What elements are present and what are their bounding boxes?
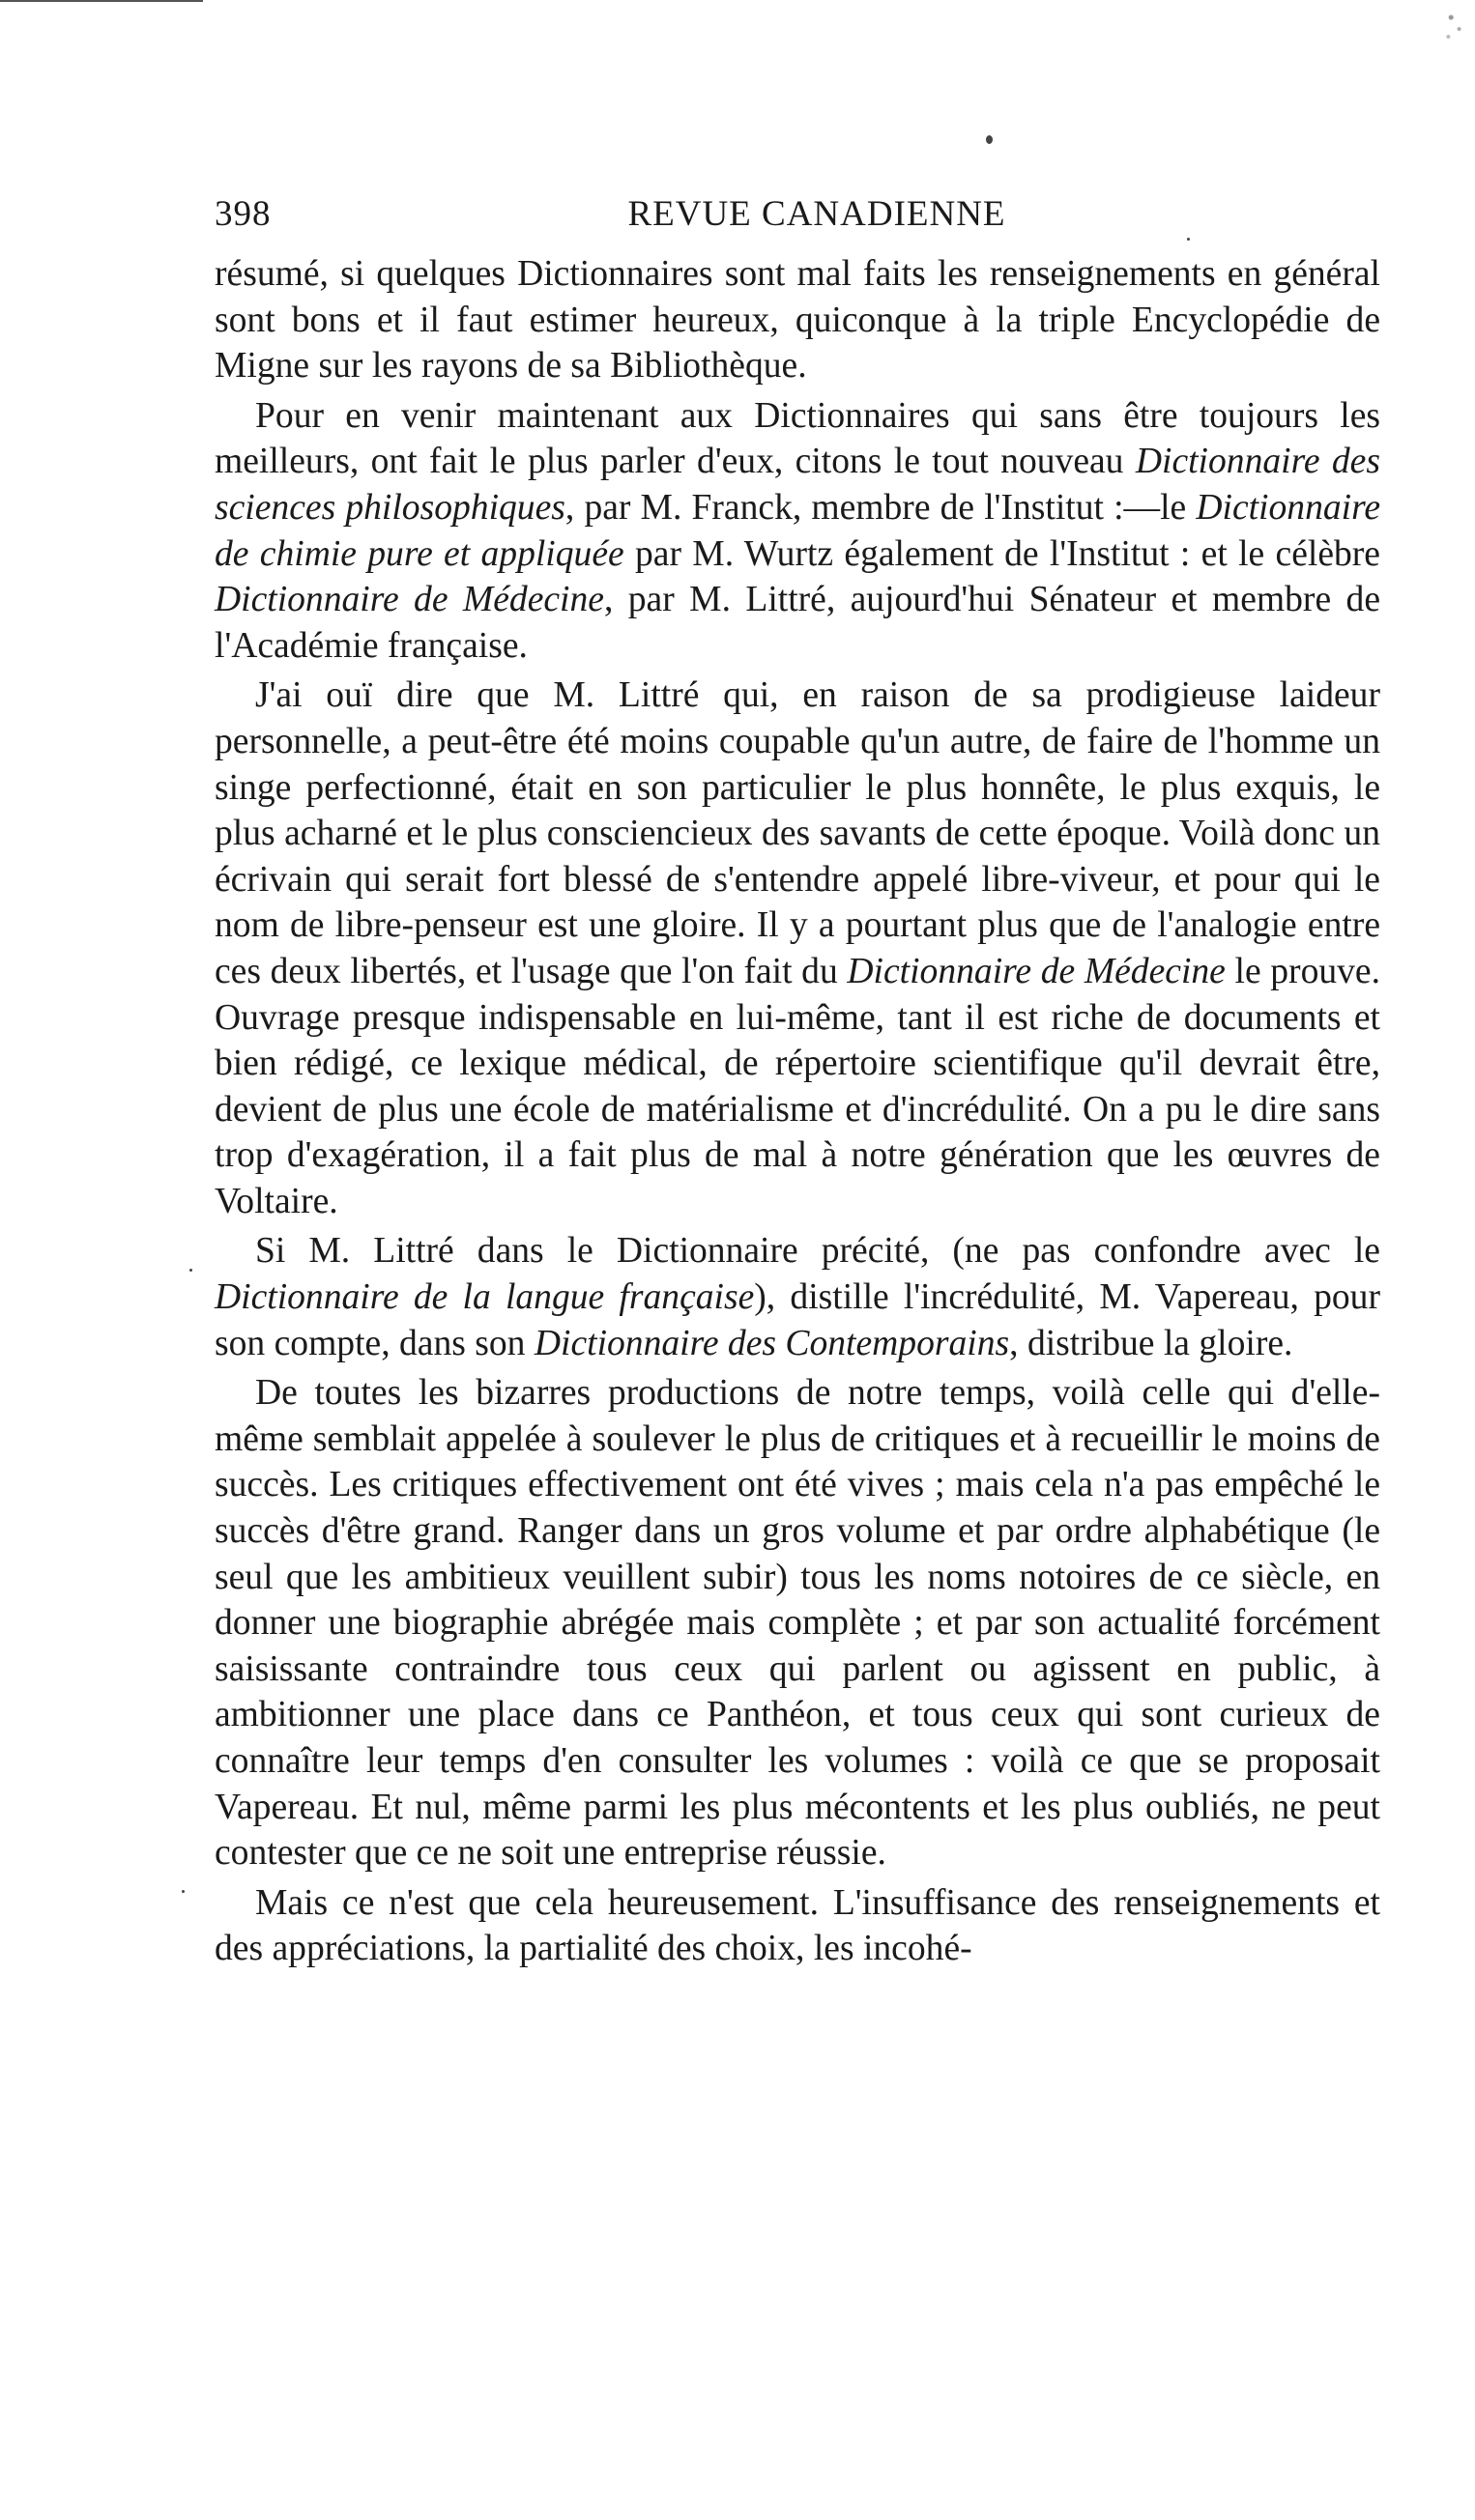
title-dictionnaire-contemporains: Dictionnaire des Contemporains [534, 1323, 1010, 1363]
scan-corner-marks [1440, 6, 1467, 44]
ink-speck [986, 135, 993, 144]
title-dictionnaire-sciences-philosophiques: Dictionnaire des sciences philosophiques [215, 442, 1380, 528]
title-dictionnaire-langue-francaise: Dictionnaire de la langue française [215, 1277, 755, 1318]
paragraph-4: Si M. Littré dans le Dictionnaire précité, (ne pas confondre avec le Dictionnaire de la langue française), distille l'incrédulité, M. Vapereau, pour son compte, dans son Dictionnaire des Contemporains, distribue la gloire. [215, 1231, 1380, 1363]
title-dictionnaire-medecine: Dictionnaire de Médecine [215, 580, 604, 620]
paragraph-1: résumé, si quelques Dictionnaires sont mal faits les renseignements en général sont bons et il faut estimer heureux, quiconque à la triple Encyclopédie de Migne sur les rayons de sa Bibliothèque. [215, 254, 1380, 387]
page-header [215, 189, 1380, 251]
paragraph-5: De toutes les bizarres productions de notre temps, voilà celle qui d'elle-même semblait appelée à soulever le plus de critiques et à recueillir le moins de succès. Les critiques effectivement ont été vives ; mais cela n'a pas empêché le succès d'être grand. Ranger dans un gros volume et par ordre alphabétique (le seul que les ambitieux veuillent subir) tous les noms notoires de ce siècle, en donner une biographie abrégée mais complète ; et par son actualité forcément saisissante contraindre tous ceux qui parlent ou agissent en public, à ambitionner une place dans ce Panthéon, et tous ceux qui sont curieux de connaître leur temps d'en consulter les volumes : voilà ce que se proposait Vapereau. Et nul, même parmi les plus mécontents et les plus oubliés, ne peut contester que ce ne soit une entreprise réussie. [215, 1373, 1380, 1874]
running-title: REVUE CANADIENNE [627, 194, 1006, 234]
paragraph-3: J'ai ouï dire que M. Littré qui, en raison de sa prodigieuse laideur personnelle, a peut-être été moins coupable qu'un autre, de faire de l'homme un singe perfectionné, était en son particulier le plus honnête, le plus exquis, le plus acharné et le plus consciencieux des savants de cette époque. Voilà donc un écrivain qui serait fort blessé de s'entendre appelé libre-viveur, et pour qui le nom de libre-penseur est une gloire. Il y a pourtant plus que de l'analogie entre ces deux libertés, et l'usage que l'on fait du Dictionnaire de Médecine le prouve. Ouvrage presque indispensable en lui-même, tant il est riche de documents et bien rédigé, ce lexique médical, de répertoire scientifique qu'il devrait être, devient de plus une école de matérialisme et d'incrédulité. On a pu le dire sans trop d'exagération, il a fait plus de mal à notre génération que les œuvres de Voltaire. [215, 675, 1381, 1221]
scan-edge-line [0, 0, 203, 2]
book-page [215, 189, 1380, 1976]
paragraph-6: Mais ce n'est que cela heureusement. L'insuffisance des renseignements et des appréciations, la partialité des choix, les incohé- [215, 1882, 1380, 1969]
page-number: 398 [215, 194, 272, 234]
title-dictionnaire-medecine: Dictionnaire de Médecine [847, 951, 1226, 991]
ink-speck [182, 1890, 185, 1893]
title-dictionnaire-chimie: Dictionnaire de chimie pure et appliquée [215, 487, 1381, 574]
body-text [215, 251, 1380, 1972]
paragraph-2: Pour en venir maintenant aux Dictionnaires qui sans être toujours les meilleurs, ont fait le plus parler d'eux, citons le tout nouveau Dictionnaire des sciences philosophiques, par M. Franck, membre de l'Institut :—le Dictionnaire de chimie pure et appliquée par M. Wurtz également de l'Institut : et le célèbre Dictionnaire de Médecine, par M. Littré, aujourd'hui Sénateur et membre de l'Académie française. [215, 395, 1381, 666]
ink-speck [189, 1269, 192, 1272]
